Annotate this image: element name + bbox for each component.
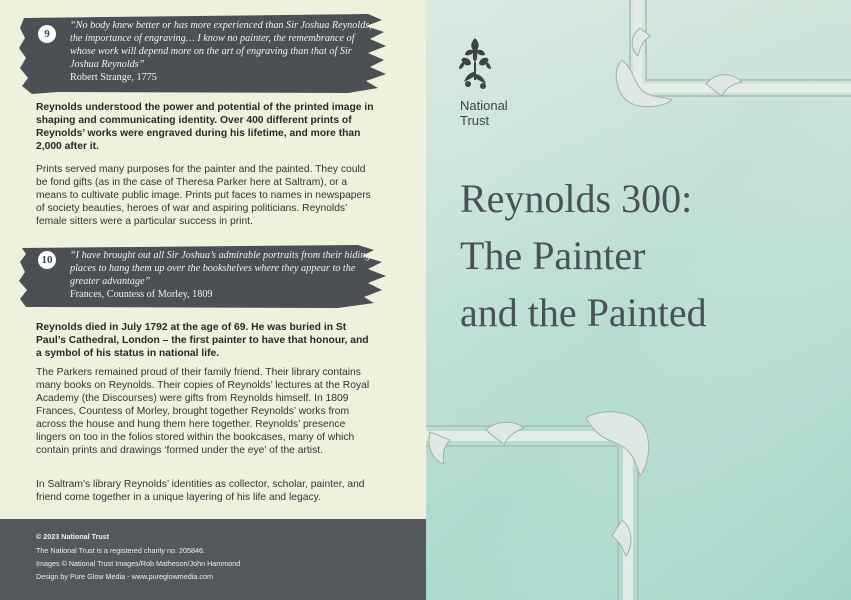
quote-text: “I have brought out all Sir Joshua’s admirable portraits from their hiding places to hang them up over the bookshelves where they appear to the greater advantage” (70, 250, 371, 287)
paragraph-intro-bold: Reynolds understood the power and potential of the printed image in shaping and communicating identity. Over 400 different prints of Reynolds’ works were engraved during his lifetime, and more than 2,000 after it. (36, 102, 374, 152)
quote-text-block (70, 19, 372, 84)
footer (0, 519, 426, 600)
oak-leaf-icon (458, 36, 492, 94)
national-trust-logo (458, 36, 528, 132)
footer-charity: The National Trust is a registered charity no. 205846. (36, 546, 205, 555)
cover-panel (426, 0, 851, 600)
quote-number-badge: 9 (38, 25, 56, 43)
logo-line-1: National (460, 98, 508, 113)
logo-line-2: Trust (460, 113, 490, 128)
logo-wordmark (460, 98, 508, 128)
quote-number-badge: 10 (38, 251, 56, 269)
title-line-2: The Painter (460, 233, 646, 278)
quote-text: “No body knew better or has more experienced than Sir Joshua Reynolds, the importance of engraving… I know no painter, the remembrance of whose work will depend more on the art of engraving than that of Sir Joshua Reynolds” (70, 20, 372, 70)
quote-box-10 (18, 243, 390, 309)
paragraph-death-bold: Reynolds died in July 1792 at the age of 69. He was buried in St Paul’s Cathedral, London – the first painter to have that honour, and a symbol of his status in national life. (36, 322, 369, 359)
title-line-3: and the Painted (460, 290, 707, 335)
footer-copyright: © 2023 National Trust (36, 532, 110, 541)
footer-image-credits: Images © National Trust Images/Rob Matheson/John Hammond (36, 559, 241, 568)
paragraph-prints: Prints served many purposes for the painter and the painted. They could be fond gifts (as in the case of Theresa Parker here at Saltram), or a means to cultivate public image. Prints put faces to names in newspapers of society beauties, heroes of war and aspiring politicians. Reynolds’ female sitters were a particular success in print. (36, 164, 371, 227)
paragraph-parkers: The Parkers remained proud of their family friend. Their library contains many books on Reynolds. Their copies of Reynolds’ lectures at the Royal Academy (the Discourses) were gifts from Reynolds himself. In 1809 Frances, Countess of Morley, brought together Reynolds’ works from across the house and hung them here together. Reynolds’ presence lingers on too in the folios stored within the bookcases, many of which contain prints and drawings ‘formed under the eye’ of the artist. (36, 367, 370, 456)
title-line-1: Reynolds 300: (460, 176, 693, 221)
footer-design-credit: Design by Pure Glow Media - www.pureglowmedia.com (36, 572, 213, 581)
quote-text-block (70, 249, 372, 301)
quote-attribution: Robert Strange, 1775 (70, 72, 157, 83)
paragraph-library: In Saltram’s library Reynolds’ identities as collector, scholar, painter, and friend come together in a unique layering of his life and legacy. (36, 479, 365, 503)
quote-box-9 (18, 12, 390, 95)
cover-title (460, 170, 840, 341)
quote-attribution: Frances, Countess of Morley, 1809 (70, 289, 213, 300)
